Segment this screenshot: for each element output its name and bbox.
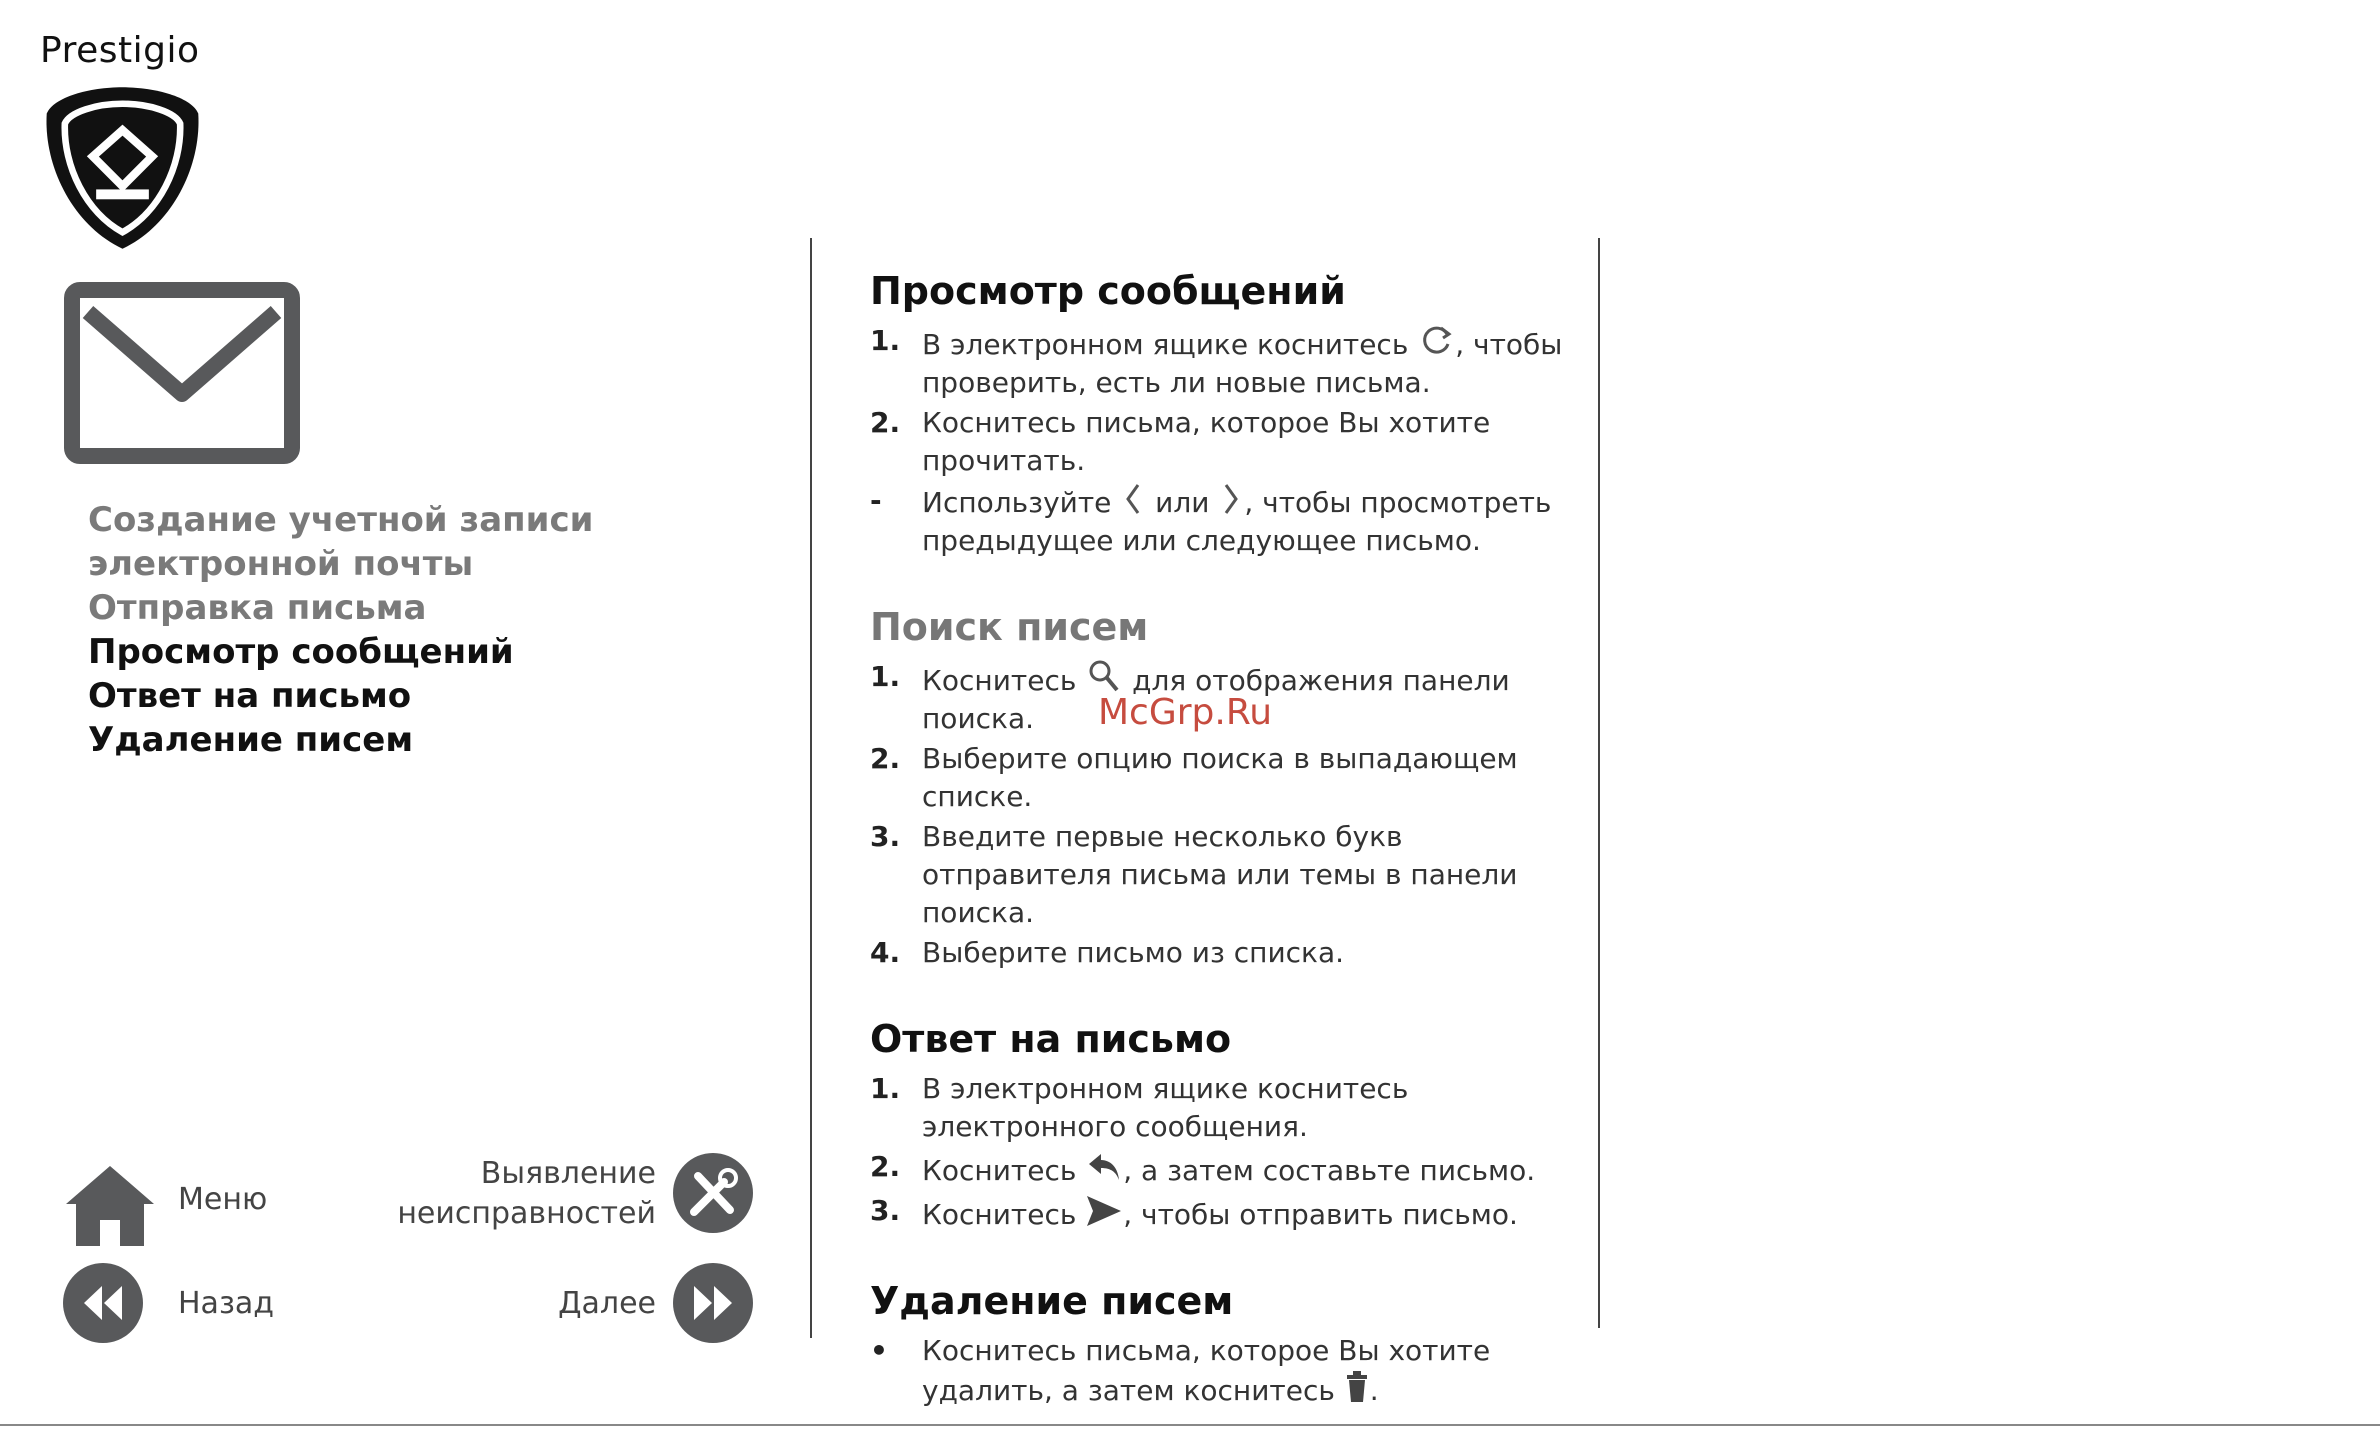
section-title-view: Просмотр сообщений — [870, 269, 1346, 313]
table-of-contents — [88, 498, 788, 762]
step: 2. Коснитесь письма, которое Вы хотите прочитать. — [870, 406, 1491, 477]
section-title-delete: Удаление писем — [870, 1279, 1234, 1323]
section-search — [870, 602, 1580, 972]
menu-link[interactable]: Меню — [178, 1182, 268, 1217]
search-icon — [1085, 658, 1123, 696]
right-divider — [1598, 238, 1600, 1328]
content-column — [870, 266, 1580, 1452]
left-divider — [810, 238, 812, 1338]
next-link[interactable]: Далее — [558, 1286, 656, 1321]
mail-icon — [64, 282, 300, 464]
troubleshoot-link[interactable] — [380, 1154, 656, 1234]
tools-icon[interactable] — [672, 1152, 754, 1234]
toc-item-create-account-cont[interactable]: электронной почты — [88, 544, 474, 584]
troubleshoot-label-line2: неисправностей — [397, 1196, 656, 1231]
step: 4. Выберите письмо из списка. — [870, 936, 1345, 969]
trash-icon — [1344, 1370, 1370, 1404]
home-icon[interactable] — [62, 1158, 158, 1254]
toc-item-send-mail[interactable]: Отправка письма — [88, 588, 427, 628]
step: • Коснитесь письма, которое Вы хотите удалить, а затем коснитесь . — [870, 1334, 1491, 1407]
step: 1. В электронном ящике коснитесь электронного сообщения. — [870, 1072, 1409, 1143]
chevron-right-icon — [1218, 482, 1244, 516]
section-view — [870, 266, 1580, 560]
troubleshoot-label-line1: Выявление — [480, 1156, 656, 1191]
toc-item-create-account[interactable]: Создание учетной записи — [88, 500, 594, 540]
step: - Используйте или , чтобы просмотреть предыдущее или следующее письмо. — [870, 484, 1552, 557]
section-reply — [870, 1014, 1580, 1234]
section-title-search: Поиск писем — [870, 605, 1149, 649]
rewind-icon[interactable] — [62, 1262, 144, 1344]
fast-forward-icon[interactable] — [672, 1262, 754, 1344]
step: 3. Коснитесь , чтобы отправить письмо. — [870, 1194, 1518, 1231]
step: 2. Выберите опцию поиска в выпадающем списке. — [870, 742, 1518, 813]
send-icon — [1085, 1192, 1123, 1230]
toc-item-delete[interactable]: Удаление писем — [88, 720, 414, 760]
section-delete — [870, 1276, 1580, 1410]
chevron-left-icon — [1120, 482, 1146, 516]
step: 3. Введите первые несколько букв отправителя письма или темы в панели поиска. — [870, 820, 1518, 929]
brand-name: Prestigio — [40, 30, 200, 71]
step: 2. Коснитесь , а затем составьте письмо. — [870, 1150, 1536, 1187]
toc-item-reply[interactable]: Ответ на письмо — [88, 676, 412, 716]
reply-icon — [1085, 1148, 1123, 1186]
step: 1. В электронном ящике коснитесь , чтобы проверить, есть ли новые письма. — [870, 324, 1563, 399]
refresh-icon — [1417, 322, 1455, 360]
back-link[interactable]: Назад — [178, 1286, 275, 1321]
toc-item-view-messages[interactable]: Просмотр сообщений — [88, 632, 514, 672]
section-title-reply: Ответ на письмо — [870, 1017, 1232, 1061]
watermark: McGrp.Ru — [1098, 692, 1273, 733]
step: 1. Коснитесь для отображения панели поиска. — [870, 660, 1510, 735]
brand-logo-icon — [40, 84, 205, 252]
